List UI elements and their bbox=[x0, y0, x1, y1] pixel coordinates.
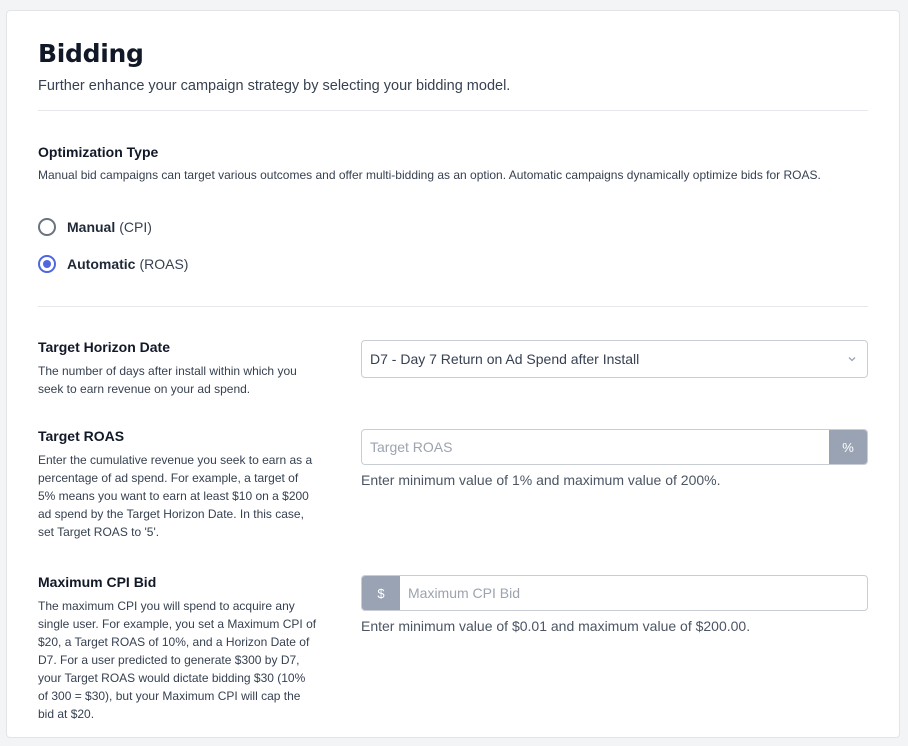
radio-manual-suffix: (CPI) bbox=[119, 219, 152, 235]
optimization-type-description: Manual bid campaigns can target various outcomes and offer multi-bidding as an option. Automatic campaigns dynamically optimize bids for ROAS. bbox=[38, 168, 821, 182]
radio-automatic-label: Automatic bbox=[67, 256, 136, 272]
target-roas-input[interactable] bbox=[362, 430, 829, 464]
target-horizon-select[interactable] bbox=[361, 340, 868, 378]
radio-manual[interactable] bbox=[38, 218, 152, 236]
max-cpi-hint: Enter minimum value of $0.01 and maximum value of $200.00. bbox=[361, 618, 751, 634]
max-cpi-input[interactable] bbox=[400, 576, 867, 610]
target-roas-input-group bbox=[361, 429, 868, 465]
target-roas-label: Target ROAS bbox=[38, 428, 125, 444]
max-cpi-description: The maximum CPI you will spend to acquire any single user. For example, you set a Maximum CPI of $20, a Target ROAS of 10%, and a Horizon Date of D7. For a user predicted to generate $300 by D7, your Target ROAS would dictate bidding $30 (10% of 300 = $30), but your Maximum CPI will cap the bid at $20. bbox=[38, 599, 317, 721]
target-roas-description: Enter the cumulative revenue you seek to earn as a percentage of ad spend. For example, a target of 5% means you want to earn at least $10 on a $200 ad spend by the Target Horizon Date. In this case, set Target ROAS to '5'. bbox=[38, 453, 313, 539]
target-roas-hint: Enter minimum value of 1% and maximum value of 200%. bbox=[361, 472, 721, 488]
dollar-addon: $ bbox=[362, 576, 400, 610]
radio-automatic[interactable] bbox=[38, 255, 188, 273]
target-horizon-label: Target Horizon Date bbox=[38, 339, 170, 355]
percent-addon: % bbox=[829, 430, 867, 464]
radio-automatic-suffix: (ROAS) bbox=[139, 256, 189, 272]
optimization-type-title: Optimization Type bbox=[38, 144, 159, 160]
max-cpi-input-group bbox=[361, 575, 868, 611]
page-subtitle: Further enhance your campaign strategy by selecting your bidding model. bbox=[38, 78, 511, 94]
max-cpi-label: Maximum CPI Bid bbox=[38, 574, 157, 590]
bidding-card bbox=[6, 10, 900, 738]
page-title: Bidding bbox=[38, 39, 144, 68]
chevron-down-icon bbox=[847, 354, 857, 364]
radio-manual-label: Manual bbox=[67, 219, 116, 235]
target-horizon-selected-value: D7 - Day 7 Return on Ad Spend after Install bbox=[370, 351, 640, 367]
divider bbox=[38, 306, 868, 307]
radio-automatic-circle[interactable] bbox=[38, 255, 56, 273]
target-horizon-description: The number of days after install within which you seek to earn revenue on your ad spend. bbox=[38, 364, 297, 396]
radio-manual-circle[interactable] bbox=[38, 218, 56, 236]
divider bbox=[38, 110, 868, 111]
